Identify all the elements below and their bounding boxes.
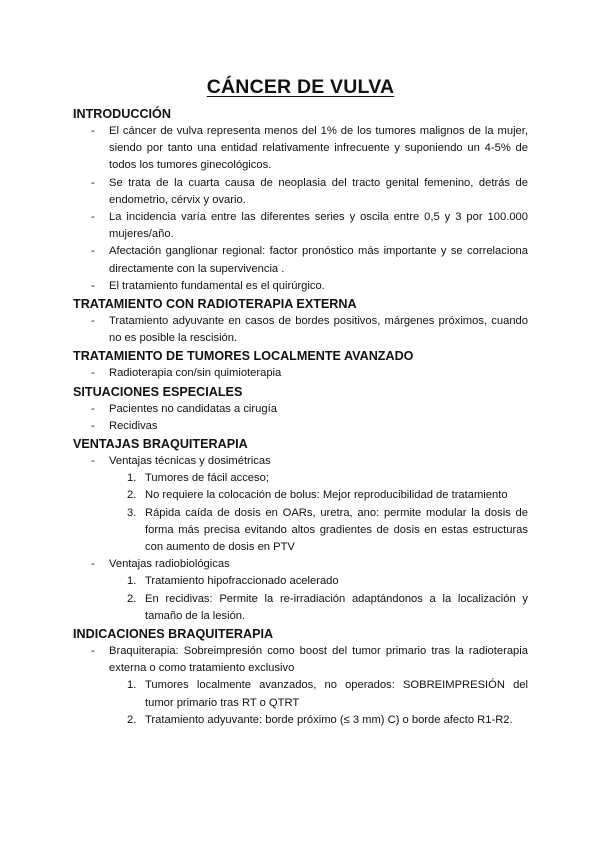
- numbered-item-text: Tumores de fácil acceso;: [145, 472, 269, 485]
- numbered-item: [73, 573, 528, 590]
- section-heading-localmente-avanzado: TRATAMIENTO DE TUMORES LOCALMENTE AVANZADO: [73, 349, 414, 364]
- list-item-text: - Afectación ganglionar regional: factor pronóstico más importante y se correlaciona directamente con la supervivencia .: [109, 245, 528, 275]
- item-number: 1.: [127, 575, 137, 588]
- list-item-text: - El cáncer de vulva representa menos del 1% de los tumores malignos de la mujer, siendo por tanto una entidad relativamente infrecuente y suponiendo un 4-5% de todos los tumores ginecológicos.: [109, 125, 528, 172]
- list-item-text: - Ventajas técnicas y dosimétricas: [109, 455, 271, 468]
- numbered-list-ventajas-tecnicas: [73, 470, 528, 556]
- section-heading-ventajas-braquiterapia: VENTAJAS BRAQUITERAPIA: [73, 437, 248, 452]
- numbered-item: [73, 487, 528, 504]
- list-item: [73, 123, 528, 175]
- list-item: [73, 401, 528, 418]
- bullet-list-radioterapia-externa: [73, 313, 528, 347]
- list-item: [73, 243, 528, 277]
- bullet-list-indicaciones: [73, 643, 528, 677]
- list-item-text: - Tratamiento adyuvante en casos de bordes positivos, márgenes próximos, cuando no es posible la rescisión.: [109, 315, 528, 345]
- list-item-text: - Ventajas radiobiológicas: [109, 558, 230, 571]
- item-number: 2.: [127, 713, 137, 726]
- list-item: [73, 365, 528, 382]
- numbered-item-text: En recidivas: Permite la re-irradiación adaptándonos a la localización y tamaño de la lesión.: [145, 592, 528, 622]
- list-item-text: - El tratamiento fundamental es el quirúrgico.: [109, 279, 325, 292]
- bullet-list-ventajas-radiobiologicas: [73, 556, 528, 573]
- numbered-item-text: Tumores localmente avanzados, no operados: SOBREIMPRESIÓN del tumor primario tras RT o QTRT: [145, 679, 528, 709]
- item-number: 1.: [127, 679, 137, 692]
- list-item: [73, 278, 528, 295]
- document-title: CÁNCER DE VULVA: [206, 76, 395, 98]
- list-item: [73, 209, 528, 243]
- numbered-item: [73, 591, 528, 625]
- list-item-text: - Radioterapia con/sin quimioterapia: [109, 367, 282, 380]
- list-item: [73, 556, 528, 573]
- section-heading-radioterapia-externa: TRATAMIENTO CON RADIOTERAPIA EXTERNA: [73, 297, 357, 312]
- item-number: 3.: [127, 506, 137, 519]
- numbered-item-text: No requiere la colocación de bolus: Mejor reproducibilidad de tratamiento: [145, 489, 508, 502]
- numbered-item: [73, 505, 528, 557]
- item-number: 2.: [127, 489, 137, 502]
- numbered-list-indicaciones: [73, 677, 528, 729]
- numbered-list-ventajas-radiobiologicas: [73, 573, 528, 625]
- list-item-text: - La incidencia varía entre las diferentes series y oscila entre 0,5 y 3 por 100.000 mujeres/año.: [109, 211, 528, 241]
- list-item: [73, 418, 528, 435]
- section-heading-introduccion: INTRODUCCIÓN: [73, 107, 171, 121]
- numbered-item-text: Rápida caída de dosis en OARs, uretra, ano: permite modular la dosis de forma más precisa evitando altos gradientes de dosis en estas estructuras con aumento de dosis en PTV: [145, 506, 528, 554]
- list-item-text: - Braquiterapia: Sobreimpresión como boost del tumor primario tras la radioterapia externa o como tratamiento exclusivo: [109, 645, 528, 675]
- list-item-text: - Se trata de la cuarta causa de neoplasia del tracto genital femenino, detrás de endometrio, cérvix y ovario.: [109, 176, 528, 206]
- bullet-list-situaciones-especiales: [73, 401, 528, 435]
- numbered-item-text: Tratamiento adyuvante: borde próximo (≤ 3 mm) C) o borde afecto R1-R2.: [145, 713, 513, 726]
- list-item: [73, 313, 528, 347]
- section-heading-situaciones-especiales: SITUACIONES ESPECIALES: [73, 384, 243, 399]
- list-item-text: - Pacientes no candidatas a cirugía: [109, 402, 277, 415]
- list-item-text: - Recidivas: [109, 419, 158, 432]
- section-heading-indicaciones-braquiterapia: INDICACIONES BRAQUITERAPIA: [73, 627, 274, 642]
- numbered-item: [73, 712, 528, 729]
- numbered-item-text: Tratamiento hipofraccionado acelerado: [145, 575, 339, 588]
- bullet-list-ventajas: [73, 453, 528, 470]
- numbered-item: [73, 470, 528, 487]
- list-item: [73, 453, 528, 470]
- item-number: 2.: [127, 592, 137, 605]
- item-number: 1.: [127, 472, 137, 485]
- bullet-list-localmente-avanzado: [73, 365, 528, 382]
- list-item: [73, 643, 528, 677]
- bullet-list-introduccion: [73, 123, 528, 295]
- list-item: [73, 175, 528, 209]
- numbered-item: [73, 677, 528, 711]
